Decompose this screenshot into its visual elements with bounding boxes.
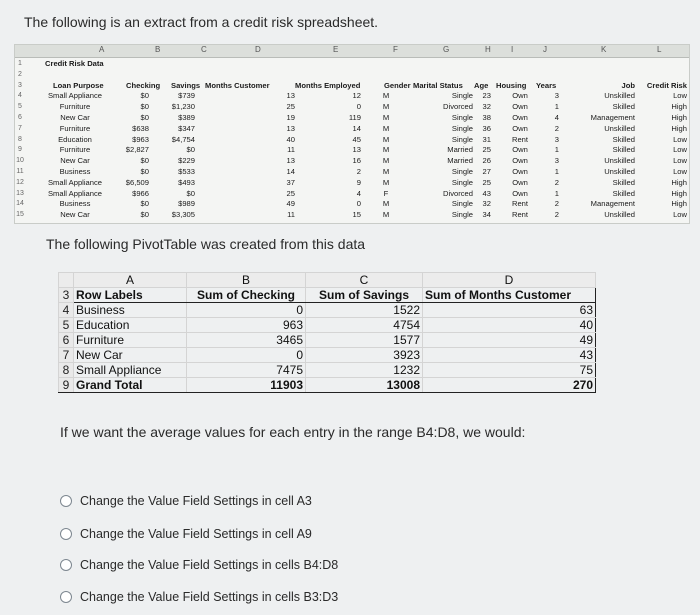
pivot-row-label: New Car xyxy=(74,348,187,363)
sheet-cell-housing: Rent xyxy=(511,199,529,209)
sheet-cell-gender: M xyxy=(382,210,390,220)
sheet-cell-savings: $493 xyxy=(178,177,195,187)
pivot-total-checking: 11903 xyxy=(187,378,306,393)
radio-button-icon[interactable] xyxy=(60,528,72,540)
sheet-cell-credit-risk: Low xyxy=(673,167,687,176)
sheet-cell-months-customer: 13 xyxy=(286,156,295,166)
sheet-cell-gender: M xyxy=(382,91,390,101)
sheet-row-number: 6 xyxy=(18,114,22,121)
sheet-cell-savings: $3,305 xyxy=(171,210,195,220)
pivot-row-number: 3 xyxy=(59,288,74,303)
pivot-column-letters xyxy=(59,273,596,288)
sheet-cell-gender: M xyxy=(382,199,390,209)
answer-option-label: Change the Value Field Settings in cells B3:D3 xyxy=(80,590,339,604)
sheet-cell-credit-risk: High xyxy=(671,177,687,187)
sheet-cell-checking: $963 xyxy=(132,134,149,144)
credit-risk-spreadsheet-image xyxy=(14,44,690,224)
sheet-cell-job: Unskilled xyxy=(604,123,635,133)
sheet-cell-marital-status: Single xyxy=(451,177,473,187)
pivot-row-number: 6 xyxy=(59,333,74,348)
sheet-cell-months-employed: 14 xyxy=(352,123,361,133)
sheet-cell-years: 2 xyxy=(554,210,559,220)
sheet-cell-credit-risk: High xyxy=(671,102,687,112)
sheet-cell-age: 23 xyxy=(482,91,491,101)
sheet-cell-loan-purpose: Small Appliance xyxy=(47,177,103,187)
sheet-header: Credit Risk xyxy=(646,80,687,90)
sheet-cell-months-customer: 11 xyxy=(287,145,295,155)
sheet-cell-checking: $0 xyxy=(140,210,149,220)
pivot-header-sum-months: Sum of Months Customer xyxy=(423,288,596,303)
sheet-cell-savings: $0 xyxy=(186,145,195,155)
sheet-cell-months-employed: 2 xyxy=(356,167,361,176)
sheet-cell-months-customer: 11 xyxy=(287,210,295,220)
sheet-cell-checking: $0 xyxy=(140,156,149,166)
sheet-cell-months-customer: 40 xyxy=(286,134,295,144)
sheet-cell-job: Management xyxy=(590,199,635,209)
sheet-cell-years: 1 xyxy=(554,145,559,155)
sheet-cell-housing: Own xyxy=(512,145,528,155)
sheet-cell-credit-risk: Low xyxy=(673,210,687,220)
sheet-header: Months Employed xyxy=(295,80,361,90)
sheet-row-number: 4 xyxy=(18,92,22,100)
sheet-cell-loan-purpose: New Car xyxy=(60,210,90,220)
col-letter: H xyxy=(485,45,491,54)
sheet-cell-age: 34 xyxy=(482,210,491,220)
sheet-cell-job: Unskilled xyxy=(604,91,635,101)
col-letter: J xyxy=(543,45,547,54)
answer-option-1[interactable] xyxy=(60,494,312,508)
sheet-row-number: 1 xyxy=(18,60,22,67)
sheet-header: Marital Status xyxy=(413,80,463,90)
sheet-header: Years xyxy=(536,80,557,90)
sheet-cell-housing: Own xyxy=(512,123,528,133)
col-letter: G xyxy=(443,45,450,54)
sheet-cell-savings: $0 xyxy=(186,188,195,198)
sheet-cell-checking: $0 xyxy=(140,91,149,101)
pivot-data-row xyxy=(59,363,596,378)
sheet-cell-loan-purpose: New Car xyxy=(60,113,90,122)
pivot-cell-checking: 0 xyxy=(187,348,306,363)
sheet-cell-credit-risk: High xyxy=(671,113,687,122)
pivot-row-number: 9 xyxy=(59,378,74,393)
answer-option-2[interactable] xyxy=(60,527,312,541)
pivot-cell-savings: 1232 xyxy=(306,363,423,378)
sheet-cell-gender: M xyxy=(382,102,390,112)
sheet-cell-housing: Own xyxy=(512,188,528,198)
sheet-cell-credit-risk: Low xyxy=(673,134,687,144)
sheet-cell-checking: $2,827 xyxy=(125,145,149,155)
sheet-cell-gender: M xyxy=(382,145,390,155)
sheet-cell-years: 1 xyxy=(554,188,559,198)
sheet-cell-savings: $389 xyxy=(178,113,195,122)
sheet-cell-housing: Own xyxy=(512,102,528,112)
sheet-title: Credit Risk Data xyxy=(45,59,104,68)
sheet-cell-housing: Own xyxy=(512,167,528,176)
answer-option-label: Change the Value Field Settings in cell A3 xyxy=(80,494,312,508)
col-letter: C xyxy=(201,45,207,54)
pivot-col-letter: C xyxy=(306,273,423,288)
sheet-cell-checking: $0 xyxy=(140,199,149,209)
sheet-cell-years: 1 xyxy=(554,102,559,112)
pivot-header-sum-savings: Sum of Savings xyxy=(306,288,423,303)
sheet-cell-job: Skilled xyxy=(612,145,635,155)
sheet-cell-months-customer: 13 xyxy=(286,91,295,101)
pivot-total-label: Grand Total xyxy=(74,378,187,393)
sheet-cell-marital-status: Divorced xyxy=(443,102,473,112)
pivot-cell-checking: 7475 xyxy=(187,363,306,378)
col-letter: E xyxy=(333,45,339,54)
sheet-cell-marital-status: Married xyxy=(447,156,473,166)
sheet-row-number: 2 xyxy=(18,70,22,78)
sheet-cell-months-employed: 13 xyxy=(352,145,361,155)
sheet-cell-age: 36 xyxy=(482,123,491,133)
pivot-cell-checking: 0 xyxy=(187,303,306,318)
col-letter: L xyxy=(657,45,662,54)
col-letter: B xyxy=(155,45,161,54)
answer-option-3[interactable] xyxy=(60,558,338,572)
sheet-cell-months-employed: 45 xyxy=(352,134,361,144)
sheet-cell-savings: $533 xyxy=(178,167,195,176)
sheet-cell-gender: M xyxy=(382,156,390,166)
pivot-row-number: 8 xyxy=(59,363,74,378)
sheet-cell-age: 31 xyxy=(482,134,491,144)
sheet-row-number: 8 xyxy=(18,135,22,143)
sheet-row-number: 10 xyxy=(16,157,24,165)
sheet-cell-housing: Rent xyxy=(511,210,529,220)
sheet-cell-years: 4 xyxy=(554,113,559,122)
radio-button-icon[interactable] xyxy=(60,591,72,603)
sheet-cell-gender: F xyxy=(383,188,389,198)
sheet-cell-months-employed: 0 xyxy=(356,199,361,209)
sheet-cell-years: 1 xyxy=(554,167,559,176)
sheet-cell-years: 2 xyxy=(554,199,559,209)
pivot-row-label: Business xyxy=(74,303,187,318)
column-header-row xyxy=(15,45,689,58)
sheet-cell-housing: Own xyxy=(512,156,528,166)
answer-option-label: Change the Value Field Settings in cell A9 xyxy=(80,527,312,541)
sheet-cell-months-customer: 19 xyxy=(286,113,295,122)
question-intro-text: The following is an extract from a credit risk spreadsheet. xyxy=(24,14,379,30)
sheet-cell-years: 2 xyxy=(554,177,559,187)
sheet-cell-years: 3 xyxy=(554,156,559,166)
pivot-header-row-labels: Row Labels xyxy=(74,288,187,303)
sheet-cell-housing: Own xyxy=(512,113,528,122)
sheet-cell-checking: $638 xyxy=(132,123,149,133)
sheet-header: Age xyxy=(474,80,489,90)
pivot-row-label: Education xyxy=(74,318,187,333)
pivot-cell-checking: 963 xyxy=(187,318,306,333)
sheet-cell-job: Unskilled xyxy=(604,156,635,166)
pivot-cell-checking: 3465 xyxy=(187,333,306,348)
pivot-cell-months: 49 xyxy=(423,333,596,348)
sheet-cell-checking: $0 xyxy=(140,167,149,176)
sheet-cell-years: 3 xyxy=(554,134,559,144)
sheet-row-number: 11 xyxy=(16,168,24,175)
sheet-cell-marital-status: Single xyxy=(451,210,473,220)
sheet-cell-savings: $4,754 xyxy=(171,134,195,144)
sheet-row-number: 5 xyxy=(18,103,22,111)
sheet-row-number: 3 xyxy=(18,81,22,89)
sheet-cell-checking: $0 xyxy=(140,102,149,112)
sheet-cell-loan-purpose: Small Appliance xyxy=(47,91,103,101)
sheet-cell-months-employed: 12 xyxy=(352,91,361,101)
sheet-cell-credit-risk: Low xyxy=(673,156,687,166)
sheet-cell-savings: $739 xyxy=(178,91,195,101)
question-text: If we want the average values for each entry in the range B4:D8, we would: xyxy=(60,424,526,440)
sheet-header: Job xyxy=(621,80,635,90)
sheet-cell-loan-purpose: New Car xyxy=(60,156,90,166)
sheet-cell-job: Skilled xyxy=(612,134,635,144)
pivot-row-number: 5 xyxy=(59,318,74,333)
pivot-col-letter: A xyxy=(74,273,187,288)
sheet-cell-credit-risk: High xyxy=(671,123,687,133)
answer-option-label: Change the Value Field Settings in cells B4:D8 xyxy=(80,558,339,572)
sheet-cell-gender: M xyxy=(382,113,390,122)
pivot-row-number: 4 xyxy=(59,303,74,318)
pivot-header-row xyxy=(59,288,596,303)
sheet-cell-savings: $989 xyxy=(178,199,195,209)
col-letter: D xyxy=(255,45,261,54)
sheet-cell-loan-purpose: Furniture xyxy=(59,123,91,133)
sheet-cell-credit-risk: High xyxy=(671,199,687,209)
sheet-cell-marital-status: Single xyxy=(451,167,473,176)
sheet-cell-savings: $347 xyxy=(178,123,195,133)
sheet-cell-marital-status: Single xyxy=(451,113,473,122)
sheet-cell-marital-status: Married xyxy=(447,145,473,155)
pivot-data-row xyxy=(59,333,596,348)
sheet-cell-months-employed: 0 xyxy=(356,102,361,112)
sheet-cell-loan-purpose: Furniture xyxy=(59,145,91,155)
sheet-cell-months-employed: 9 xyxy=(356,177,361,187)
sheet-cell-age: 32 xyxy=(482,199,491,209)
sheet-cell-marital-status: Single xyxy=(451,199,473,209)
pivot-row-number: 7 xyxy=(59,348,74,363)
sheet-row-number: 7 xyxy=(18,124,22,132)
sheet-header: Housing xyxy=(496,80,527,90)
sheet-cell-checking: $966 xyxy=(132,188,149,198)
sheet-cell-loan-purpose: Small Appliance xyxy=(47,188,103,198)
pivot-total-months: 270 xyxy=(423,378,596,393)
pivot-cell-months: 75 xyxy=(423,363,596,378)
sheet-cell-marital-status: Divorced xyxy=(443,188,473,198)
radio-button-icon[interactable] xyxy=(60,495,72,507)
col-letter: A xyxy=(99,45,105,54)
sheet-cell-age: 27 xyxy=(482,167,491,176)
sheet-cell-job: Management xyxy=(590,113,635,122)
sheet-cell-job: Unskilled xyxy=(604,167,635,176)
sheet-cell-marital-status: Single xyxy=(451,134,473,144)
sheet-cell-months-employed: 119 xyxy=(348,113,361,122)
sheet-cell-months-customer: 25 xyxy=(286,188,295,198)
sheet-cell-credit-risk: Low xyxy=(673,91,687,101)
col-letter: I xyxy=(511,45,514,54)
pivot-data-row xyxy=(59,348,596,363)
sheet-cell-months-employed: 16 xyxy=(352,156,361,166)
pivot-header-sum-checking: Sum of Checking xyxy=(187,288,306,303)
pivot-cell-savings: 4754 xyxy=(306,318,423,333)
pivot-cell-savings: 3923 xyxy=(306,348,423,363)
sheet-header: Loan Purpose xyxy=(53,80,104,90)
sheet-cell-marital-status: Single xyxy=(451,123,473,133)
sheet-cell-age: 26 xyxy=(482,156,491,166)
sheet-cell-months-customer: 13 xyxy=(286,123,295,133)
sheet-cell-job: Skilled xyxy=(612,102,635,112)
pivot-grand-total-row xyxy=(59,378,596,393)
sheet-cell-months-customer: 49 xyxy=(286,199,295,209)
sheet-cell-age: 38 xyxy=(482,113,491,122)
pivot-row-label: Small Appliance xyxy=(74,363,187,378)
sheet-cell-years: 2 xyxy=(554,123,559,133)
sheet-cell-job: Skilled xyxy=(612,177,635,187)
sheet-row-number: 15 xyxy=(16,211,24,219)
pivot-data-row xyxy=(59,318,596,333)
col-letter: K xyxy=(601,45,607,54)
sheet-cell-age: 43 xyxy=(482,188,491,198)
radio-button-icon[interactable] xyxy=(60,559,72,571)
sheet-cell-checking: $6,509 xyxy=(125,177,149,187)
sheet-cell-age: 25 xyxy=(482,145,491,155)
pivot-cell-months: 43 xyxy=(423,348,596,363)
sheet-row-number: 14 xyxy=(16,200,24,208)
pivot-table xyxy=(58,272,596,393)
sheet-header: Months Customer xyxy=(205,80,270,90)
sheet-cell-months-customer: 14 xyxy=(286,167,295,176)
sheet-row-number: 12 xyxy=(16,178,24,186)
pivot-col-letter: D xyxy=(423,273,596,288)
sheet-cell-marital-status: Single xyxy=(451,91,473,101)
sheet-cell-savings: $229 xyxy=(178,156,195,166)
pivot-data-row xyxy=(59,303,596,318)
sheet-cell-savings: $1,230 xyxy=(171,102,195,112)
sheet-cell-gender: M xyxy=(382,123,390,133)
sheet-cell-months-customer: 37 xyxy=(286,177,295,187)
sheet-cell-age: 32 xyxy=(482,102,491,112)
sheet-cell-loan-purpose: Business xyxy=(59,167,91,176)
sheet-cell-loan-purpose: Education xyxy=(58,134,92,144)
pivot-col-letter: B xyxy=(187,273,306,288)
col-letter: F xyxy=(393,45,398,54)
sheet-cell-job: Skilled xyxy=(612,188,635,198)
sheet-header: Savings xyxy=(171,80,201,90)
sheet-cell-checking: $0 xyxy=(140,113,149,122)
sheet-row-number: 13 xyxy=(16,189,24,197)
sheet-cell-months-employed: 15 xyxy=(352,210,361,220)
pivot-cell-months: 40 xyxy=(423,318,596,333)
sheet-cell-years: 3 xyxy=(554,91,559,101)
answer-option-4[interactable] xyxy=(60,590,338,604)
sheet-cell-job: Unskilled xyxy=(604,210,635,220)
sheet-cell-gender: M xyxy=(382,134,390,144)
sheet-cell-loan-purpose: Business xyxy=(59,199,91,209)
sheet-cell-housing: Own xyxy=(512,91,528,101)
sheet-cell-age: 25 xyxy=(482,177,491,187)
sheet-header: Gender xyxy=(384,80,411,90)
sheet-cell-gender: M xyxy=(382,167,390,176)
sheet-cell-gender: M xyxy=(382,177,390,187)
pivot-cell-savings: 1577 xyxy=(306,333,423,348)
pivot-intro-text: The following PivotTable was created from this data xyxy=(46,236,366,252)
sheet-cell-credit-risk: High xyxy=(671,188,687,198)
sheet-cell-credit-risk: Low xyxy=(673,145,687,155)
pivot-cell-savings: 1522 xyxy=(306,303,423,318)
sheet-header: Checking xyxy=(126,80,161,90)
sheet-row-number: 9 xyxy=(18,146,22,154)
sheet-cell-months-customer: 25 xyxy=(286,102,295,112)
pivot-row-label: Furniture xyxy=(74,333,187,348)
pivot-total-savings: 13008 xyxy=(306,378,423,393)
pivot-cell-months: 63 xyxy=(423,303,596,318)
sheet-cell-loan-purpose: Furniture xyxy=(59,102,91,112)
sheet-cell-housing: Rent xyxy=(511,134,529,144)
sheet-cell-housing: Own xyxy=(512,177,528,187)
sheet-cell-months-employed: 4 xyxy=(356,188,361,198)
